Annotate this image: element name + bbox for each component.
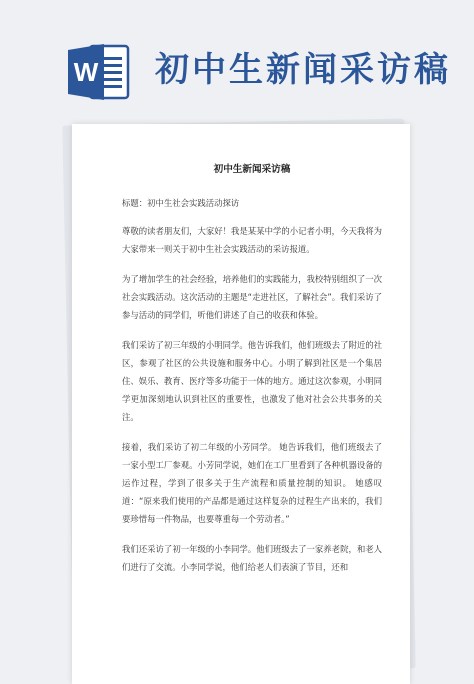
- paragraph-interview-xiaoli: 我们还采访了初一年级的小李同学。他们班级去了一家养老院，和老人们进行了交流。小李同学说，他们给老人们表演了节目，还和: [122, 544, 382, 572]
- document-title: 初中生新闻采访稿: [213, 164, 291, 175]
- paragraph-interview-xiaofang: 接着，我们采访了初二年级的小芳同学。 她告诉我们，他们班级去了一家小型工厂参观。小芳同学说，她们在工厂里看到了各种机器设备的运作过程，学到了很多关于生产流程和质量控制的知识。 她感叹道：“原来我们使用的产品都是通过这样复杂的过程生产出来的，我们要珍惜每一件物品，也要尊重每一个劳动者。”: [122, 442, 382, 524]
- document-body: [122, 160, 382, 588]
- paragraph-intro: 尊敬的读者朋友们，大家好！我是某某中学的小记者小明，今天我将为大家带来一则关于初中生社会实践活动的采访报道。: [122, 226, 382, 254]
- paragraph-interview-xiaoming: 我们采访了初三年级的小明同学。他告诉我们，他们班级去了附近的社区，参观了社区的公共设施和服务中心。小明了解到社区是一个集居住、娱乐、教育、医疗等多功能于一体的地方。通过这次参观，小明同学更加深刻地认识到社区的重要性，也激发了他对社会公共事务的关注。: [122, 340, 382, 422]
- document-subtitle: 标题：初中生社会实践活动探访: [122, 198, 240, 208]
- header-banner: [0, 0, 474, 112]
- word-icon-letter: W: [73, 57, 99, 87]
- word-document-icon: [68, 44, 130, 100]
- header-title: 初中生新闻采访稿: [155, 50, 451, 90]
- paragraph-background: 为了增加学生的社会经验，培养他们的实践能力，我校特别组织了一次社会实践活动。这次活动的主题是“走进社区，了解社会”。我们采访了参与活动的同学们，听他们讲述了自己的收获和体验。: [122, 274, 382, 320]
- document-page: [72, 124, 410, 684]
